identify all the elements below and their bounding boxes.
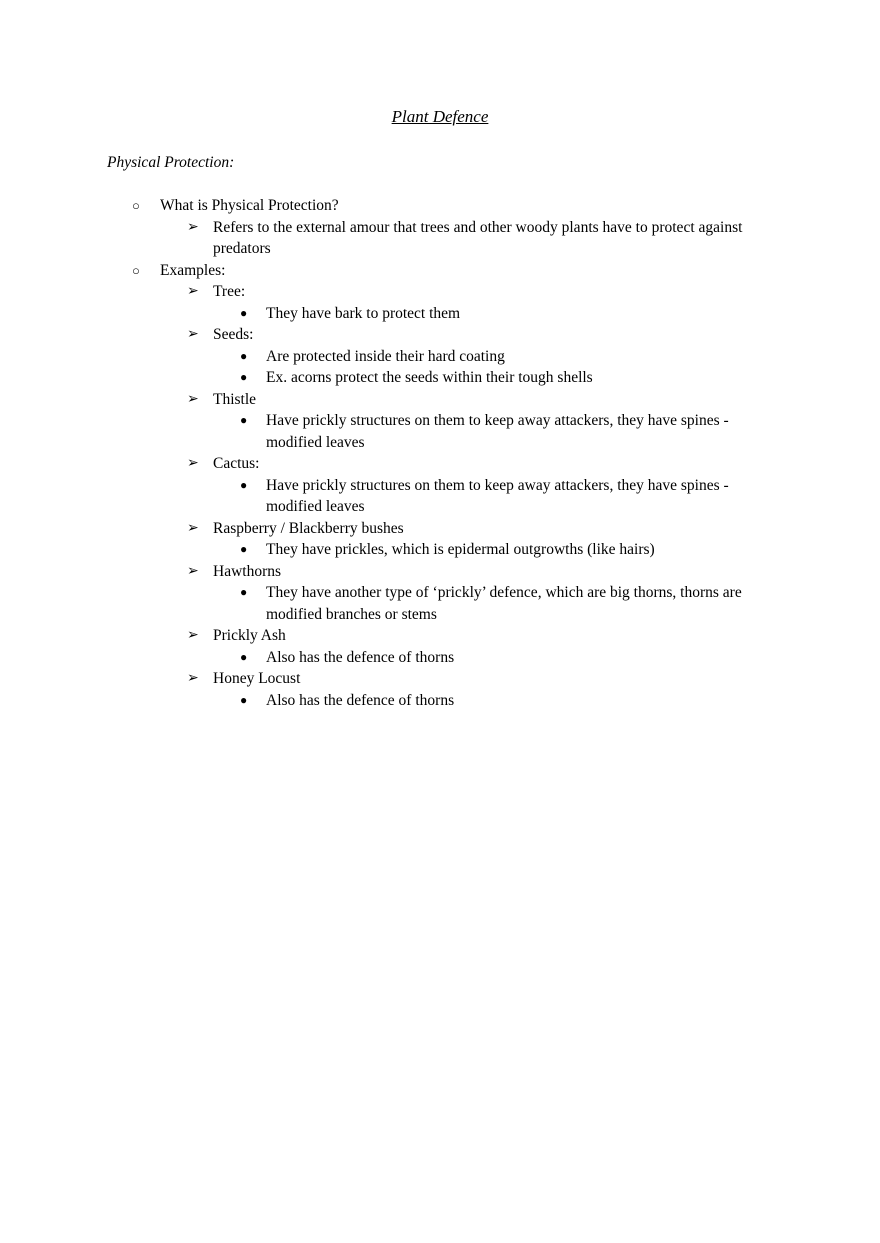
example-item bbox=[0, 453, 880, 475]
example-item-text: Raspberry / Blackberry bushes bbox=[213, 519, 404, 537]
example-detail-text: Ex. acorns protect the seeds within their tough shells bbox=[266, 369, 593, 386]
filled-circle-bullet-icon: ● bbox=[240, 477, 248, 492]
example-detail bbox=[0, 303, 880, 325]
arrowhead-bullet-icon: ➢ bbox=[187, 391, 199, 407]
outline-list bbox=[0, 195, 880, 711]
filled-circle-bullet-icon: ● bbox=[240, 585, 248, 599]
example-detail bbox=[0, 539, 880, 561]
example-detail bbox=[0, 410, 880, 453]
example-item bbox=[0, 668, 880, 690]
filled-circle-bullet-icon: ● bbox=[240, 649, 248, 664]
example-item bbox=[0, 625, 880, 647]
example-item-text: Seeds: bbox=[213, 326, 254, 343]
arrowhead-bullet-icon: ➢ bbox=[187, 671, 199, 686]
outline-item-text: Examples: bbox=[160, 261, 226, 279]
example-detail bbox=[0, 582, 880, 625]
outline-item bbox=[0, 260, 880, 282]
example-detail-text: They have prickles, which is epidermal outgrowths (like hairs) bbox=[266, 541, 655, 558]
example-detail bbox=[0, 346, 880, 368]
filled-circle-bullet-icon: ● bbox=[240, 542, 248, 556]
filled-circle-bullet-icon: ● bbox=[240, 348, 248, 363]
hollow-circle-bullet-icon: ○ bbox=[132, 262, 140, 278]
example-item bbox=[0, 389, 880, 411]
example-detail-text: They have bark to protect them bbox=[266, 304, 461, 322]
example-detail-text: Have prickly structures on them to keep away attackers, they have spines - modified leaves bbox=[266, 476, 729, 515]
section-heading: Physical Protection: bbox=[107, 154, 235, 171]
example-item-text: Hawthorns bbox=[213, 562, 282, 580]
outline-subitem bbox=[0, 217, 880, 260]
example-item-text: Thistle bbox=[213, 390, 257, 408]
example-detail-text: Also has the defence of thorns bbox=[266, 648, 455, 666]
example-detail-text: They have another type of ‘prickly’ defence, which are big thorns, thorns are modified branches or stems bbox=[266, 584, 742, 623]
filled-circle-bullet-icon: ● bbox=[240, 305, 248, 320]
arrowhead-bullet-icon: ➢ bbox=[187, 563, 199, 579]
example-detail-text: Have prickly structures on them to keep away attackers, they have spines - modified leaves bbox=[266, 412, 729, 451]
example-detail bbox=[0, 690, 880, 712]
outline-subitem-text: Refers to the external amour that trees and other woody plants have to protect against predators bbox=[213, 218, 743, 257]
arrowhead-bullet-icon: ➢ bbox=[187, 219, 199, 235]
filled-circle-bullet-icon: ● bbox=[240, 370, 248, 384]
example-detail-text: Also has the defence of thorns bbox=[266, 691, 455, 709]
document-title: Plant Defence bbox=[391, 107, 489, 126]
example-item-text: Honey Locust bbox=[213, 670, 301, 687]
outline-item bbox=[0, 195, 880, 217]
example-detail bbox=[0, 647, 880, 669]
example-item-text: Cactus: bbox=[213, 455, 260, 472]
example-detail bbox=[0, 367, 880, 389]
arrowhead-bullet-icon: ➢ bbox=[187, 456, 199, 471]
filled-circle-bullet-icon: ● bbox=[240, 692, 248, 707]
arrowhead-bullet-icon: ➢ bbox=[187, 284, 199, 299]
example-item bbox=[0, 561, 880, 583]
arrowhead-bullet-icon: ➢ bbox=[187, 520, 199, 536]
example-detail-text: Are protected inside their hard coating bbox=[266, 347, 505, 365]
example-item-text: Prickly Ash bbox=[213, 627, 286, 644]
example-detail bbox=[0, 475, 880, 518]
example-item bbox=[0, 518, 880, 540]
arrowhead-bullet-icon: ➢ bbox=[187, 327, 199, 342]
example-item bbox=[0, 281, 880, 303]
example-item-text: Tree: bbox=[213, 283, 246, 300]
outline-item-text: What is Physical Protection? bbox=[160, 197, 339, 214]
hollow-circle-bullet-icon: ○ bbox=[132, 198, 140, 213]
arrowhead-bullet-icon: ➢ bbox=[187, 628, 199, 643]
example-item bbox=[0, 324, 880, 346]
filled-circle-bullet-icon: ● bbox=[240, 413, 248, 427]
